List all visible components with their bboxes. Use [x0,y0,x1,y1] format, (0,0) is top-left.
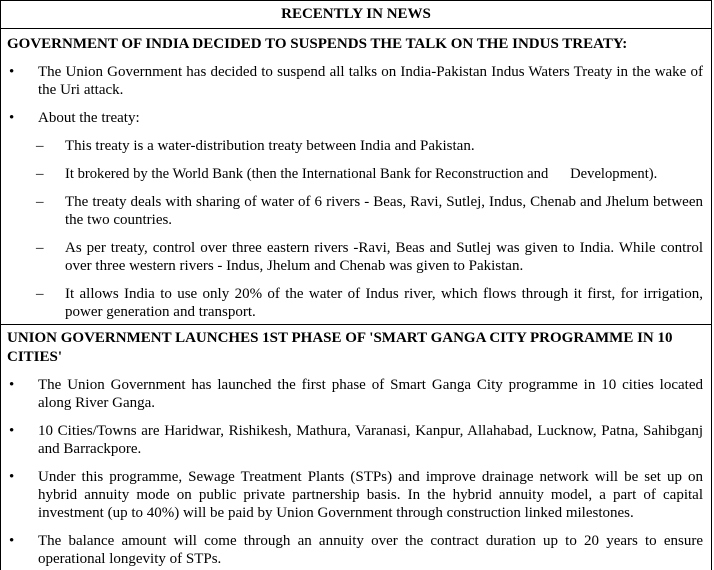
section-1-heading: GOVERNMENT OF INDIA DECIDED TO SUSPENDS THE TALK ON THE INDUS TREATY: [7,36,628,52]
bullet-text: About the treaty: [38,110,140,126]
dash-marker: – [36,240,44,256]
bullet-text: The balance amount will come through an annuity over the contract duration up to 20 years to ensure operational longevity of STPs. [38,533,703,567]
bullet-marker: • [9,469,15,485]
section-2-heading: UNION GOVERNMENT LAUNCHES 1ST PHASE OF 'SMART GANGA CITY PROGRAMME IN 10 CITIES' [7,330,673,365]
page-title: RECENTLY IN NEWS [1,1,711,29]
bullet-marker: • [9,423,15,439]
bullet-marker: • [9,64,15,80]
sub-item-text: This treaty is a water-distribution treaty between India and Pakistan. [65,138,475,154]
dash-marker: – [36,194,44,210]
bullet-text: 10 Cities/Towns are Haridwar, Rishikesh, Mathura, Varanasi, Kanpur, Allahabad, Lucknow, Patna, Sahibganj and Barrackpore. [38,423,703,457]
sub-item-text: As per treaty, control over three eastern rivers -Ravi, Beas and Sutlej was given to India. While control over three western rivers - Indus, Jhelum and Chenab was given to Pakistan. [65,240,703,274]
sub-item-text: The treaty deals with sharing of water of 6 rivers - Beas, Ravi, Sutlej, Indus, Chenab and Jhelum between the two countries. [65,194,703,228]
bullet-marker: • [9,110,15,126]
dash-marker: – [36,166,44,182]
sub-item-text: It brokered by the World Bank (then the International Bank for Reconstruction and Development). [65,166,658,182]
bullet-text: The Union Government has decided to suspend all talks on India-Pakistan Indus Waters Treaty in the wake of the Uri attack. [38,64,703,98]
sub-item-text: It allows India to use only 20% of the water of Indus river, which flows through it first, for irrigation, power generation and transport. [65,286,703,320]
bullet-marker: • [9,533,15,549]
section-divider [1,324,711,325]
dash-marker: – [36,138,44,154]
bullet-text: Under this programme, Sewage Treatment Plants (STPs) and improve drainage network will be set up on hybrid annuity mode on public private partnership basis. In the hybrid annuity model, a part of capital investment (up to 40%) will be paid by Union Government through construction linked milestones. [38,469,703,521]
dash-marker: – [36,286,44,302]
bullet-marker: • [9,377,15,393]
bullet-text: The Union Government has launched the first phase of Smart Ganga City programme in 10 cities located along River Ganga. [38,377,703,411]
